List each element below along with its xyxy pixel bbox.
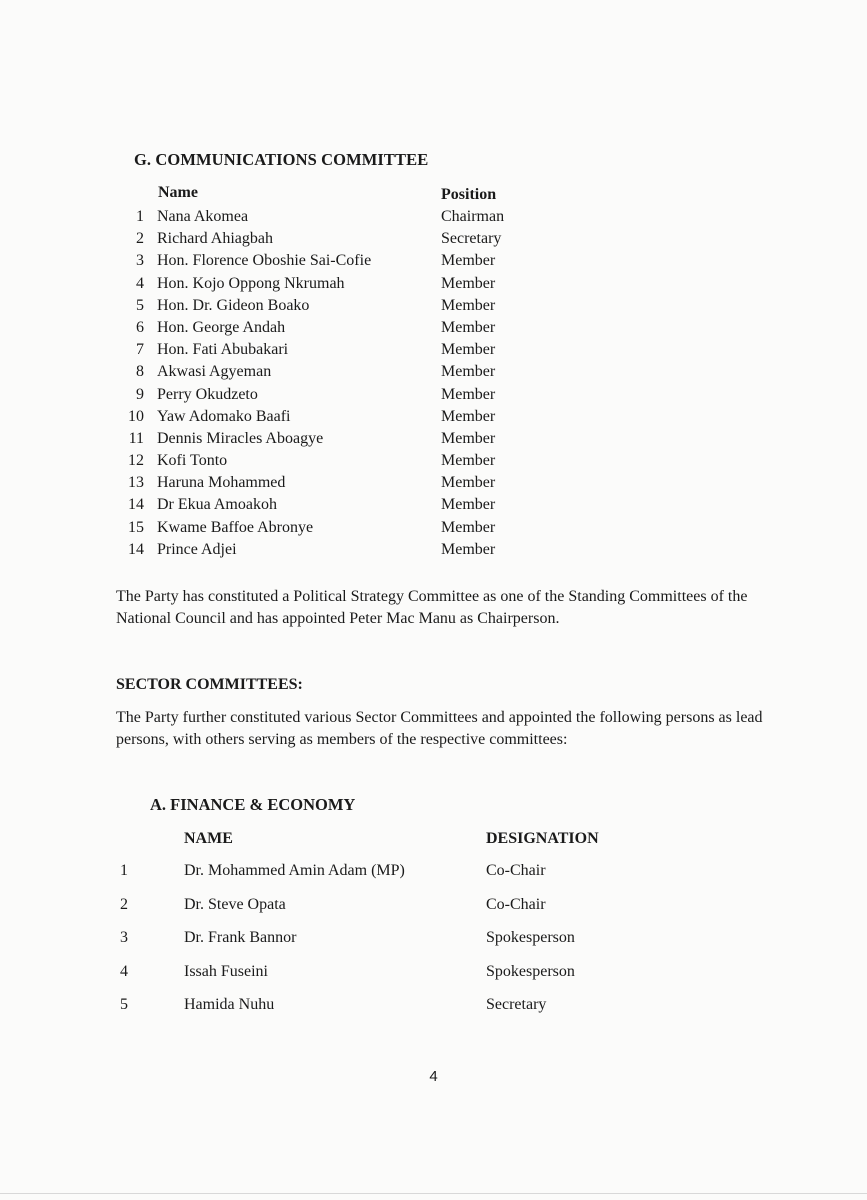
page-number: 4 (429, 1068, 438, 1085)
row-number: 1 (120, 862, 128, 879)
table-row (108, 386, 588, 408)
member-name: Richard Ahiagbah (157, 230, 273, 248)
table-row (108, 519, 588, 541)
row-number: 15 (128, 518, 144, 536)
table-row (108, 452, 588, 474)
table-row (108, 408, 588, 430)
member-name: Prince Adjei (157, 540, 237, 558)
row-number: 11 (128, 429, 144, 447)
row-number: 2 (136, 230, 144, 248)
member-name: Akwasi Agyeman (157, 363, 272, 381)
row-number: 1 (136, 208, 144, 225)
member-name: Issah Fuseini (184, 962, 268, 980)
member-designation: Spokesperson (486, 929, 575, 946)
member-name: Kwame Baffoe Abronye (157, 518, 314, 536)
table-row (108, 230, 588, 252)
row-number: 6 (136, 318, 144, 336)
member-position: Member (441, 296, 496, 314)
table-row (0, 896, 867, 918)
table-row (0, 963, 867, 985)
column-header-name: Name (158, 184, 198, 201)
column-header-designation: DESIGNATION (486, 830, 599, 847)
member-name: Haruna Mohammed (157, 474, 286, 492)
member-name: Hon. George Andah (157, 318, 286, 336)
member-position: Member (441, 429, 496, 447)
member-name: Hamida Nuhu (184, 996, 275, 1013)
table-row (108, 319, 588, 341)
member-position: Member (441, 363, 496, 381)
member-position: Member (441, 518, 496, 536)
member-position: Member (441, 341, 496, 359)
table-row (108, 341, 588, 363)
member-name: Hon. Florence Oboshie Sai-Cofie (157, 252, 372, 270)
sector-committees-title: SECTOR COMMITTEES: (116, 676, 303, 693)
member-position: Member (441, 274, 496, 292)
political-strategy-paragraph: The Party has constituted a Political Strategy Committee as one of the Standing Committees of the National Council and has appointed Peter Mac Manu as Chairperson. (116, 588, 748, 627)
table-row (0, 862, 867, 884)
member-position: Member (441, 474, 496, 492)
member-name: Kofi Tonto (157, 452, 228, 470)
row-number: 10 (128, 407, 144, 425)
row-number: 14 (128, 496, 144, 514)
row-number: 5 (120, 996, 128, 1013)
table-row (0, 929, 867, 951)
member-position: Member (441, 540, 496, 558)
member-designation: Co-Chair (486, 862, 546, 879)
row-number: 7 (136, 341, 144, 359)
row-number: 5 (136, 296, 144, 314)
row-number: 14 (128, 540, 144, 558)
member-position: Member (441, 385, 496, 403)
member-designation: Secretary (486, 996, 547, 1013)
table-row (108, 496, 588, 518)
row-number: 3 (136, 252, 144, 270)
table-row (108, 474, 588, 496)
table-row (108, 208, 588, 230)
member-name: Nana Akomea (157, 208, 249, 225)
member-name: Dennis Miracles Aboagye (157, 429, 324, 447)
finance-economy-heading: A. FINANCE & ECONOMY (150, 795, 356, 814)
row-number: 3 (120, 929, 128, 946)
table-row (108, 297, 588, 319)
member-position: Member (441, 496, 496, 514)
row-number: 4 (120, 962, 128, 980)
member-name: Dr. Steve Opata (184, 895, 286, 913)
table-header (108, 184, 588, 208)
row-number: 4 (136, 274, 144, 292)
communications-committee-heading: G. COMMUNICATIONS COMMITTEE (134, 150, 429, 169)
member-designation: Spokesperson (486, 962, 575, 980)
table-row (108, 252, 588, 274)
row-number: 2 (120, 895, 128, 913)
member-name: Hon. Dr. Gideon Boako (157, 296, 310, 314)
table-row (108, 363, 588, 385)
member-position: Secretary (441, 230, 502, 248)
table-row (108, 541, 588, 563)
member-designation: Co-Chair (486, 895, 546, 913)
column-header-name: NAME (184, 830, 233, 847)
member-position: Member (441, 452, 496, 470)
row-number: 9 (136, 385, 144, 403)
member-name: Yaw Adomako Baafi (157, 407, 291, 425)
table-row (108, 275, 588, 297)
member-name: Dr. Frank Bannor (184, 929, 297, 946)
divider (0, 1193, 867, 1194)
member-name: Hon. Fati Abubakari (157, 341, 289, 359)
communications-committee-table (108, 184, 588, 563)
member-name: Dr. Mohammed Amin Adam (MP) (184, 862, 405, 879)
row-number: 12 (128, 452, 144, 470)
table-row (0, 996, 867, 1018)
row-number: 13 (128, 474, 144, 492)
member-position: Chairman (441, 208, 505, 225)
member-position: Member (441, 407, 496, 425)
member-position: Member (441, 252, 496, 270)
member-position: Member (441, 318, 496, 336)
row-number: 8 (136, 363, 144, 381)
column-header-position: Position (441, 186, 497, 203)
sector-committees-intro: The Party further constituted various Sector Committees and appointed the following persons as lead persons, with others serving as members of the respective committees: (116, 709, 763, 748)
member-name: Dr Ekua Amoakoh (157, 496, 277, 514)
member-name: Hon. Kojo Oppong Nkrumah (157, 274, 345, 292)
table-row (108, 430, 588, 452)
member-name: Perry Okudzeto (157, 385, 258, 403)
